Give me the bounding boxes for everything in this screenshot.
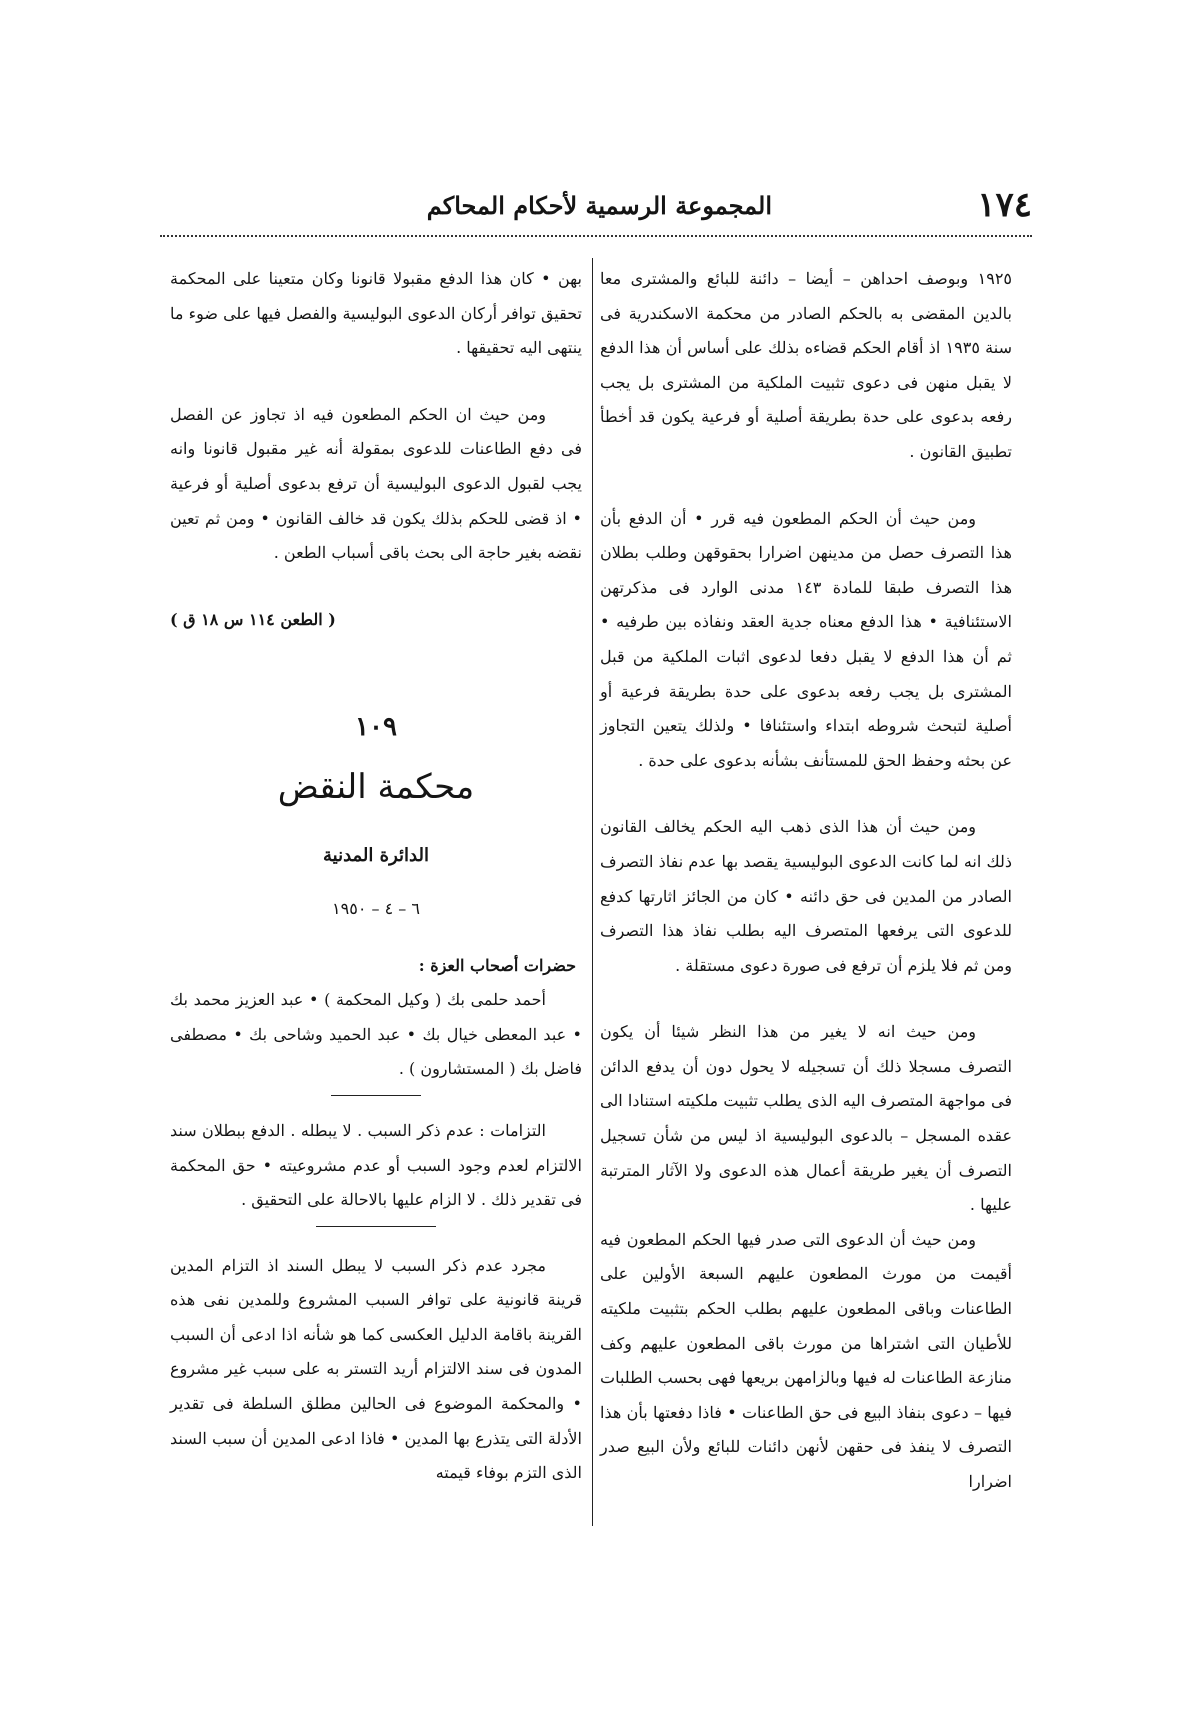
column-divider (592, 258, 593, 1526)
ruling-paragraph: ومن حيث ان الحكم المطعون فيه اذ تجاوز عن الفصل فى دفع الطاعنات للدعوى بمقولة أنه غير مقبول قانونا وانه يجب لقبول الدعوى البوليسية أن ترفع بدعوى أصلية أو فرعية • اذ قضى للحكم بذلك يكون قد خالف القانون • ومن ثم تعين نقضه بغير حاجة الى بحث باقى أسباب الطعن . (170, 404, 582, 563)
paragraph-4: ومن حيث انه لا يغير من هذا النظر شيئا أن يكون التصرف مسجلا ذلك أن تسجيله لا يحول دون أن يدفع الدائن فى مواجهة المتصرف اليه الذى يطلب تثبيت ملكيته استنادا الى عقده المسجل – بالدعوى البوليسية اذ ليس من شأن تسجيل التصرف أن يغير طريقة أعمال هذه الدعوى ولا الآثار المترتبة عليها . (600, 1022, 1012, 1215)
paragraph-5: ومن حيث أن الدعوى التى صدر فيها الحكم المطعون فيه أقيمت من مورث المطعون عليهم السبعة الأولين على الطاعنات وباقى المطعون عليهم بطلب الحكم بتثبيت ملكيته للأطيان التى اشتراها من مورث باقى المطعون عليهم وكف منازعة الطاعنات له فيها وبالزامهن بريعها فهى بحسب الطلبات فيها – دعوى بنفاذ البيع فى حق الطاعنات • فاذا دفعتها بأن هذا التصرف لا ينفذ فى حقهن لأنهن دائنات للبائع ولأن البيع صدر اضرارا (600, 1229, 1012, 1491)
judges-heading: حضرات أصحاب العزة : (418, 955, 576, 975)
judges-list: أحمد حلمى بك ( وكيل المحكمة ) • عبد العزيز محمد بك • عبد المعطى خيال بك • عبد الحميد وشاحى بك • مصطفى فاضل بك ( المستشارون ) . (170, 990, 582, 1079)
page-number: ١٧٤ (977, 185, 1032, 225)
continuation-paragraph: بهن • كان هذا الدفع مقبولا قانونا وكان متعينا على المحكمة تحقيق توافر أركان الدعوى البوليسية والفصل فيها على ضوء ما ينتهى اليه تحقيقها . (170, 269, 582, 358)
right-column (600, 262, 1012, 1500)
case-number: ١٠٩ (355, 712, 397, 743)
headnote: التزامات : عدم ذكر السبب . لا يبطله . الدفع ببطلان سند الالتزام لعدم وجود السبب أو عدم مشروعيته • حق المحكمة فى تقدير ذلك . لا الزام عليها بالاحالة على التحقيق . (170, 1120, 582, 1210)
page-header (160, 185, 1032, 237)
paragraph-1: ١٩٢٥ وبوصف احداهن – أيضا – دائنة للبائع والمشترى معا بالدين المقضى به بالحكم الصادر من محكمة الاسكندرية فى سنة ١٩٣٥ اذ أقام الحكم قضاءه بذلك على أساس أن هذا الدفع لا يقبل منهن فى دعوى تثبيت الملكية من المشترى بل يجب رفعه بدعوى على حدة بطريقة أصلية أو فرعية يكون قد أخطأ تطبيق القانون . (600, 269, 1012, 461)
body-paragraph: مجرد عدم ذكر السبب لا يبطل السند اذ التزام المدين قرينة قانونية على توافر السبب المشروع وللمدين نفى هذه القرينة باقامة الدليل العكسى كما هو شأنه اذا ادعى أن السبب المدون فى سند الالتزام أريد التستر به على سبب غير مشروع • والمحكمة الموضوع فى الحالين مطلق السلطة فى تقدير الأدلة التى يتذرع بها المدين • فاذا ادعى المدين أن سبب السند الذى التزم بوفاء قيمته (170, 1255, 582, 1483)
court-name: محكمة النقض (277, 767, 475, 808)
separator-rule-2 (316, 1226, 436, 1227)
appeal-citation: ( الطعن ١١٤ س ١٨ ق ) (170, 609, 336, 629)
case-date: ٦ – ٤ – ١٩٥٠ (332, 898, 420, 918)
separator-rule (331, 1095, 421, 1096)
left-column (170, 262, 582, 1491)
running-title: المجموعة الرسمية لأحكام المحاكم (426, 191, 772, 220)
circuit-name: الدائرة المدنية (322, 845, 429, 867)
paragraph-3: ومن حيث أن هذا الذى ذهب اليه الحكم يخالف القانون ذلك انه لما كانت الدعوى البوليسية يقصد بها عدم نفاذ التصرف الصادر من المدين فى حق دائنه • كان من الجائز اثارتها كدفع للدعوى التى يرفعها المتصرف اليه بطلب نفاذ هذا التصرف ومن ثم فلا يلزم أن ترفع فى صورة دعوى مستقلة . (600, 817, 1012, 975)
paragraph-2: ومن حيث أن الحكم المطعون فيه قرر • أن الدفع بأن هذا التصرف حصل من مدينهن اضرارا بحقوقهن وطلب بطلان هذا التصرف طبقا للمادة ١٤٣ مدنى الوارد فى مذكرتهن الاستئنافية • هذا الدفع معناه جدية العقد ونفاذه بين طرفيه • ثم أن هذا الدفع لا يقبل دفعا لدعوى اثبات الملكية من قبل المشترى بل يجب رفعه بدعوى على حدة بطريقة فرعية أو أصلية لتبحث شروطه ابتداء واستئنافا • ولذلك يتعين التجاوز عن بحثه وحفظ الحق للمستأنف بشأنه بدعوى على حدة . (600, 508, 1012, 770)
